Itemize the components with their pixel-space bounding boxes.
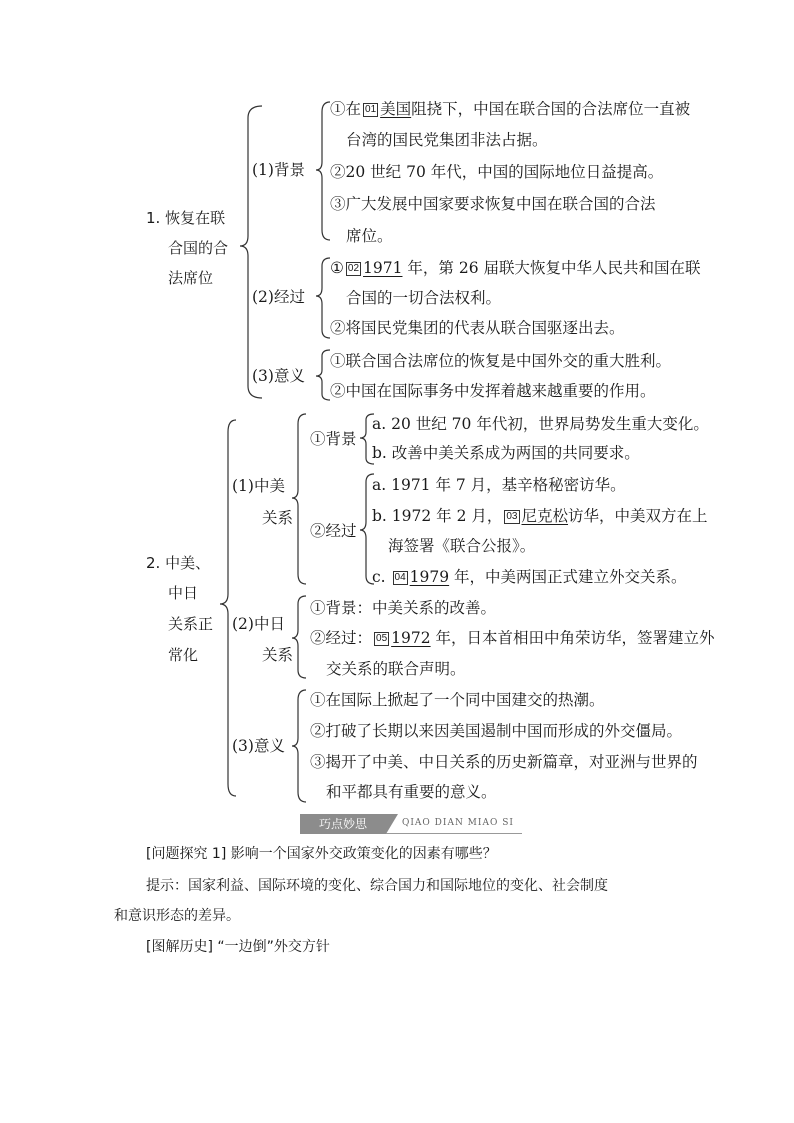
banner-cn: 巧点妙思 xyxy=(300,814,386,834)
s1-sig-item2: ②中国在国际事务中发挥着越来越重要的作用。 xyxy=(330,382,656,400)
s1-significance-label: (3)意义 xyxy=(252,367,305,385)
s1-bg-item1: ①在 01 美国阻挠下，中国在联合国的合法席位一直被 xyxy=(330,100,691,118)
brace-s1-significance xyxy=(316,350,330,400)
brace-s2-significance xyxy=(292,690,306,802)
s2-jp-label-line1: (2)中日 xyxy=(232,615,285,633)
s2-jp-item2-cont: 交关系的联合声明。 xyxy=(326,660,466,678)
question-text: 影响一个国家外交政策变化的因素有哪些？ xyxy=(230,846,497,862)
answer-badge-04: 04 xyxy=(394,572,406,583)
s2-sig-item3: ③揭开了中美、中日关系的历史新篇章，对亚洲与世界的 xyxy=(310,753,698,771)
section2-title-line1: 2. 中美、 xyxy=(146,554,211,572)
s1-bg-item1-cont: 台湾的国民党集团非法占据。 xyxy=(346,131,548,149)
brace-s1-background xyxy=(316,102,330,240)
s2-jp-item1: ①背景：中美关系的改善。 xyxy=(310,599,497,617)
s1-process-label: (2)经过 xyxy=(252,288,305,306)
answer-badge-01: 01 xyxy=(365,104,377,115)
answer-badge-03: 03 xyxy=(506,511,518,522)
diagram-tag: [图解历史] xyxy=(146,939,213,955)
s2-us-proc-item-c: c. 04 1979 年，中美两国正式建立外交关系。 xyxy=(372,568,687,586)
s2-jp-item2: ②经过： 05 1972 年，日本首相田中角荣访华，签署建立外 xyxy=(310,629,715,647)
s2-us-label-line2: 关系 xyxy=(262,509,294,527)
s2-us-proc-item-a: a. 1971 年 7 月，基辛格秘密访华。 xyxy=(372,476,626,494)
s2-us-proc-label: ②经过 xyxy=(310,522,357,540)
s2-significance-label: (3)意义 xyxy=(232,737,285,755)
section1-title-line1: 1. 恢复在联 xyxy=(146,209,226,227)
s2-us-bg-item2: b. 改善中美关系成为两国的共同要求。 xyxy=(372,444,640,462)
diagram-text: “一边倒”外交方针 xyxy=(217,939,330,955)
s1-proc-item2: ②将国民党集团的代表从联合国驱逐出去。 xyxy=(330,319,625,337)
brace-section1 xyxy=(240,106,262,398)
brace-s1-process xyxy=(316,258,330,338)
s2-us-proc-item-b-cont: 海签署《联合公报》。 xyxy=(388,537,536,555)
answer-badge-05: 05 xyxy=(376,633,388,644)
s1-proc-item1: ① 02 1971 年，第 26 届联大恢复中华人民共和国在联 xyxy=(330,259,701,277)
s2-sig-item1: ①在国际上掀起了一个同中国建交的热潮。 xyxy=(310,691,605,709)
s2-sig-item3-cont: 和平都具有重要的意义。 xyxy=(326,783,497,801)
hint-line2: 和意识形态的差异。 xyxy=(114,908,240,924)
diagram-line xyxy=(146,937,330,957)
s1-bg-item2: ②20 世纪 70 年代，中国的国际地位日益提高。 xyxy=(330,163,664,181)
s2-us-label-line1: (1)中美 xyxy=(232,477,285,495)
brace-s2-jp xyxy=(292,596,306,678)
s1-sig-item1: ①联合国合法席位的恢复是中国外交的重大胜利。 xyxy=(330,352,672,370)
s2-sig-item2: ②打破了长期以来因美国遏制中国而形成的外交僵局。 xyxy=(310,722,683,740)
answer-badge-02: 02 xyxy=(347,263,360,274)
s1-background-label: (1)背景 xyxy=(252,161,305,179)
s1-bg-item3: ③广大发展中国家要求恢复中国在联合国的合法 xyxy=(330,195,656,213)
question-tag: [问题探究 1] xyxy=(146,846,227,862)
section1-title-line2: 合国的合 xyxy=(168,239,229,257)
section2-title-line4: 常化 xyxy=(168,646,199,664)
hint-line1: 提示：国家利益、国际环境的变化、综合国力和国际地位的变化、社会制度 xyxy=(146,878,608,894)
section1-title-line3: 法席位 xyxy=(168,269,214,287)
brace-s2-us xyxy=(292,414,306,584)
section2-title-line3: 关系正 xyxy=(168,615,214,633)
banner-en: QIAO DIAN MIAO SI xyxy=(402,818,514,828)
s2-us-proc-item-b: b. 1972 年 2 月， 03 尼克松访华，中美双方在上 xyxy=(372,507,708,525)
s2-jp-label-line2: 关系 xyxy=(262,646,294,664)
section2-title-line2: 中日 xyxy=(168,584,199,602)
s1-proc-item1-cont: 合国的一切合法权利。 xyxy=(346,289,502,307)
s2-us-bg-label: ①背景 xyxy=(310,430,357,448)
s2-us-bg-item1: a. 20 世纪 70 年代初，世界局势发生重大变化。 xyxy=(372,415,709,433)
question-line xyxy=(146,844,497,864)
s1-bg-item3-cont: 席位。 xyxy=(346,227,393,245)
